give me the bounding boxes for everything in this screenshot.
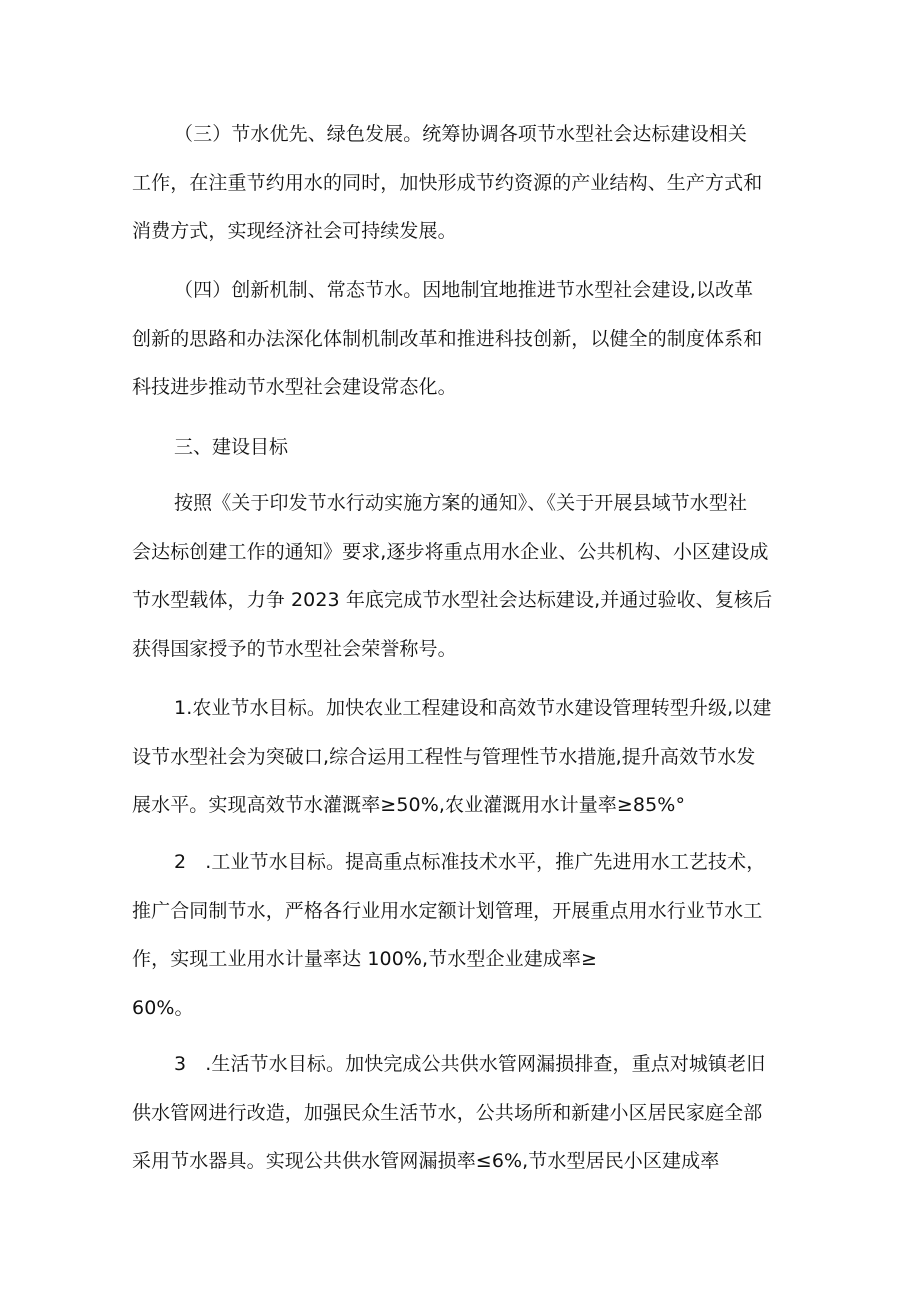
text-line: （四）创新机制、常态节水。因地制宜地推进节水型社会建设,以改革 (174, 279, 754, 301)
text-line: 消费方式，实现经济社会可持续发展。 (132, 220, 457, 242)
text-line: 2 .工业节水目标。提高重点标准技术水平，推广先进用水工艺技术， (174, 851, 766, 873)
text-line: 60%。 (132, 996, 194, 1019)
paragraph-agriculture-goal (132, 684, 794, 830)
text-line: （三）节水优先、绿色发展。统筹协调各项节水型社会达标建设相关 (174, 123, 748, 145)
text-line: 采用节水器具。实现公共供水管网漏损率≤6%,节水型居民小区建成率 (132, 1150, 720, 1172)
text-line: 创新的思路和办法深化体制机制改革和推进科技创新，以健全的制度体系和 (132, 327, 763, 350)
text-line: 1.农业节水目标。加快农业工程建设和高效节水建设管理转型升级,以建 (174, 697, 772, 719)
text-line: 设节水型社会为突破口,综合运用工程性与管理性节水措施,提升高效节水发 (132, 745, 756, 768)
text-line: 节水型载体，力争 2023 年底完成节水型社会达标建设,并通过验收、复核后 (132, 589, 773, 611)
paragraph-goal-intro (132, 479, 794, 673)
text-line: 供水管网进行改造，加强民众生活节水，公共场所和新建小区居民家庭全部 (132, 1101, 763, 1124)
paragraph-principle-4 (132, 266, 794, 412)
text-line: 会达标创建工作的通知》要求,逐步将重点用水企业、公共机构、小区建设成 (132, 540, 769, 563)
paragraph-industry-goal (132, 838, 794, 1032)
text-line: 推广合同制节水，严格各行业用水定额计划管理，开展重点用水行业节水工 (132, 899, 763, 922)
text-line: 科技进步推动节水型社会建设常态化。 (132, 376, 457, 398)
paragraph-domestic-goal (132, 1040, 794, 1186)
section-heading: 三、建设目标 (174, 436, 289, 458)
text-line: 获得国家授予的节水型社会荣誉称号。 (132, 637, 457, 660)
text-line: 工作，在注重节约用水的同时，加快形成节约资源的产业结构、生产方式和 (132, 171, 763, 194)
text-line: 按照《关于印发节水行动实施方案的通知》、《关于开展县域节水型社 (174, 492, 748, 514)
text-line: 3 .生活节水目标。加快完成公共供水管网漏损排查，重点对城镇老旧 (174, 1053, 766, 1075)
paragraph-principle-3 (132, 110, 794, 256)
text-line: 作，实现工业用水计量率达 100%,节水型企业建成率≥ (132, 948, 598, 970)
text-line: 展水平。实现高效节水灌溉率≥50%,农业灌溉用水计量率≥85%° (132, 794, 686, 816)
